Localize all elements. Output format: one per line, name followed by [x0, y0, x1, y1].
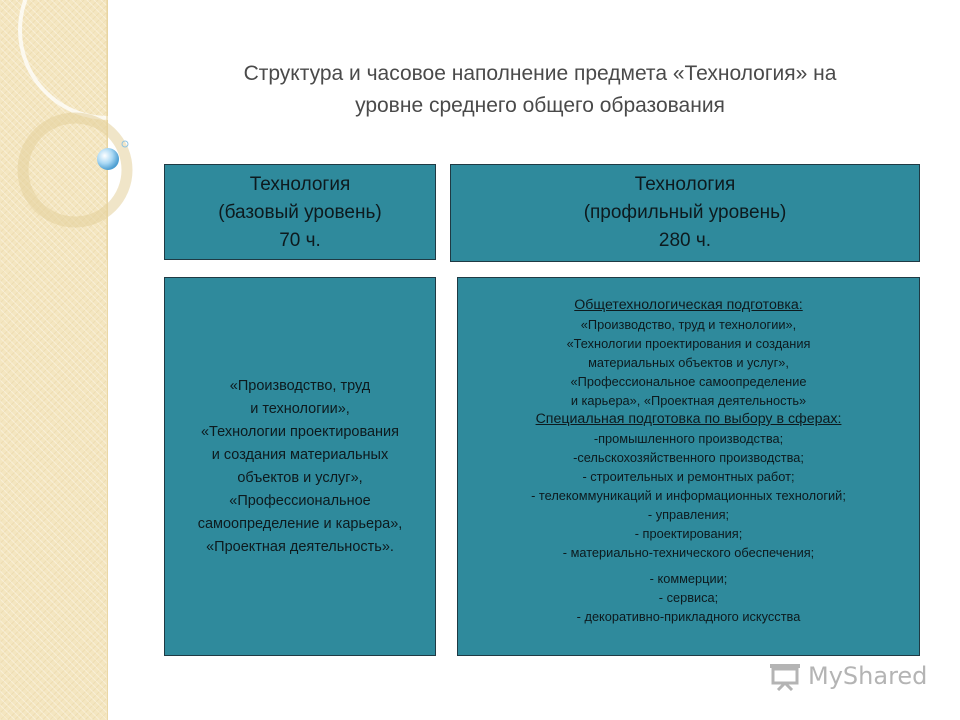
general-item: материальных объектов и услуг»,: [588, 355, 789, 370]
basic-content-box: [164, 277, 436, 656]
special-item: - телекоммуникаций и информационных технологий;: [531, 488, 846, 503]
special-item: - управления;: [647, 507, 730, 522]
basic-content-line: объектов и услуг»,: [237, 469, 363, 486]
profile-level-header: [450, 164, 920, 262]
special-training-heading: Специальная подготовка по выбору в сферах:: [535, 411, 842, 427]
profile-content-box: [457, 277, 920, 656]
profile-level-label: (профильный уровень): [583, 202, 787, 223]
special-item: - декоративно-прикладного искусства: [576, 609, 801, 624]
basic-content-line: «Технологии проектирования: [200, 423, 400, 440]
basic-subject-name: Технология: [249, 174, 351, 195]
myshared-watermark: [768, 658, 927, 694]
basic-content-line: «Профессиональное: [229, 492, 371, 509]
page-title: Структура и часовое наполнение предмета «Технология» на уровне среднего общего образования: [243, 62, 837, 117]
list-spacer: [458, 562, 919, 569]
profile-hours: 280 ч.: [658, 230, 712, 251]
basic-content-line: «Проектная деятельность».: [206, 538, 394, 555]
special-item: - коммерции;: [649, 571, 728, 586]
basic-hours: 70 ч.: [279, 230, 321, 251]
general-item: «Профессиональное самоопределение: [570, 374, 807, 389]
basic-content-line: самоопределение и карьера»,: [197, 515, 403, 532]
general-item: «Технологии проектирования и создания: [566, 336, 811, 351]
general-training-heading: Общетехнологическая подготовка:: [574, 297, 803, 313]
general-item: «Производство, труд и технологии»,: [580, 317, 797, 332]
basic-content-line: и технологии»,: [250, 400, 350, 417]
special-item: - строительных и ремонтных работ;: [582, 469, 795, 484]
watermark-text: MyShared: [808, 662, 928, 690]
basic-level-header: [164, 164, 436, 260]
presentation-icon: [768, 661, 802, 691]
basic-level-label: (базовый уровень): [218, 202, 382, 223]
special-item: - проектирования;: [634, 526, 743, 541]
special-item: -сельскохозяйственного производства;: [573, 450, 804, 465]
profile-subject-name: Технология: [634, 174, 736, 195]
special-item: - сервиса;: [658, 590, 719, 605]
basic-content-line: «Производство, труд: [229, 377, 371, 394]
general-item: и карьера», «Проектная деятельность»: [570, 393, 807, 408]
special-item: - материально-технического обеспечения;: [562, 545, 815, 560]
special-item: -промышленного производства;: [593, 431, 784, 446]
basic-content-line: и создания материальных: [211, 446, 389, 463]
